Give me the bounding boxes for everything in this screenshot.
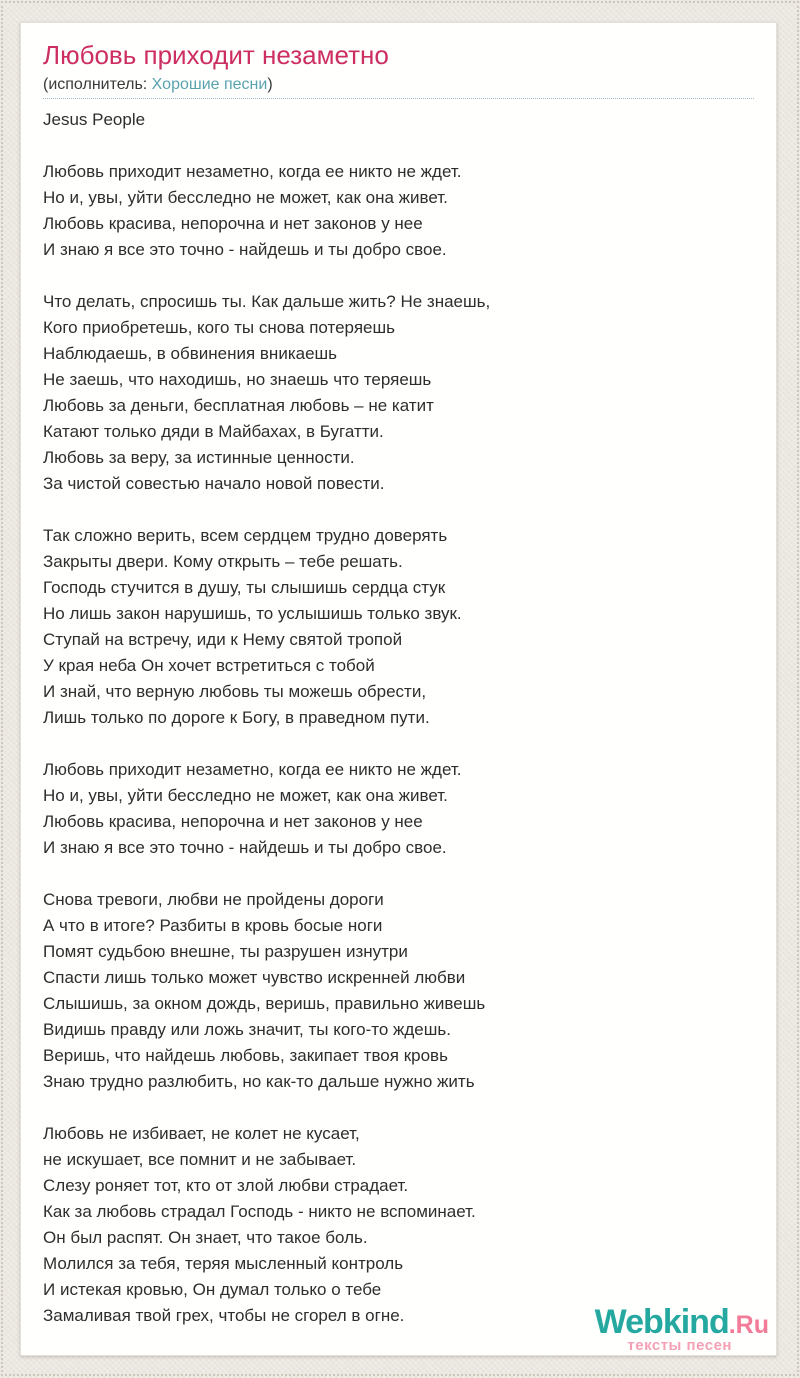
- lyric-line: Катают только дяди в Майбахах, в Бугатти.: [43, 422, 384, 441]
- lyric-line: Любовь за деньги, бесплатная любовь – не катит: [43, 396, 434, 415]
- lyric-line: А что в итоге? Разбиты в кровь босые ноги: [43, 916, 383, 935]
- stanza: [43, 523, 754, 731]
- lyric-line: Он был распят. Он знает, что такое боль.: [43, 1228, 368, 1247]
- stanza: [43, 887, 754, 1095]
- lyric-line: Но и, увы, уйти бесследно не может, как она живет.: [43, 188, 448, 207]
- lyric-line: У края неба Он хочет встретиться с тобой: [43, 656, 375, 675]
- lyric-line: Веришь, что найдешь любовь, закипает твоя кровь: [43, 1046, 448, 1065]
- stanza: [43, 107, 754, 133]
- lyric-line: Любовь красива, непорочна и нет законов у нее: [43, 812, 423, 831]
- lyric-line: Но лишь закон нарушишь, то услышишь только звук.: [43, 604, 462, 623]
- lyric-line: Знаю трудно разлюбить, но как-то дальше нужно жить: [43, 1072, 475, 1091]
- lyric-line: Любовь приходит незаметно, когда ее никто не ждет.: [43, 162, 462, 181]
- lyric-line: не искушает, все помнит и не забывает.: [43, 1150, 357, 1169]
- lyric-line: Но и, увы, уйти бесследно не может, как она живет.: [43, 786, 448, 805]
- lyric-line: Не заешь, что находишь, но знаешь что теряешь: [43, 370, 432, 389]
- artist-label-prefix: (исполнитель:: [43, 76, 152, 93]
- lyric-line: Молился за тебя, теряя мысленный контроль: [43, 1254, 404, 1273]
- webkind-logo-main: Webkind: [594, 1303, 729, 1341]
- stanza: [43, 1121, 754, 1329]
- lyric-line: Снова тревоги, любви не пройдены дороги: [43, 890, 384, 909]
- lyric-line: За чистой совестью начало новой повести.: [43, 474, 385, 493]
- lyric-line: И знай, что верную любовь ты можешь обрести,: [43, 682, 427, 701]
- webkind-logo-tagline: тексты песен: [627, 1337, 732, 1354]
- artist-label-suffix: ): [267, 76, 273, 93]
- lyric-line: Господь стучится в душу, ты слышишь сердца стук: [43, 578, 446, 597]
- artist-line: [43, 75, 754, 99]
- lyrics-card: [20, 22, 777, 1356]
- lyric-line: Видишь правду или ложь значит, ты кого-то ждешь.: [43, 1020, 451, 1039]
- lyric-line: Слезу роняет тот, кто от злой любви страдает.: [43, 1176, 409, 1195]
- lyric-line: Закрыты двери. Кому открыть – тебе решать.: [43, 552, 403, 571]
- lyric-line: Слышишь, за окном дождь, веришь, правильно живешь: [43, 994, 486, 1013]
- lyric-line: Любовь за веру, за истинные ценности.: [43, 448, 355, 467]
- lyric-line: Спасти лишь только может чувство искренней любви: [43, 968, 466, 987]
- lyric-line: И знаю я все это точно - найдешь и ты добро свое.: [43, 838, 447, 857]
- lyric-line: Наблюдаешь, в обвинения вникаешь: [43, 344, 338, 363]
- stanza: [43, 289, 754, 497]
- lyric-line: Замаливая твой грех, чтобы не сгорел в огне.: [43, 1306, 405, 1325]
- lyric-line: Любовь не избивает, не колет не кусает,: [43, 1124, 360, 1143]
- lyric-line: И истекая кровью, Он думал только о тебе: [43, 1280, 382, 1299]
- lyric-line: Ступай на встречу, иди к Нему святой тропой: [43, 630, 403, 649]
- artist-link[interactable]: Хорошие песни: [151, 76, 268, 93]
- lyric-line: Как за любовь страдал Господь - никто не вспоминает.: [43, 1202, 476, 1221]
- webkind-logo[interactable]: [595, 1305, 769, 1353]
- stanza: [43, 159, 754, 263]
- lyric-line: И знаю я все это точно - найдешь и ты добро свое.: [43, 240, 447, 259]
- page-title: Любовь приходит незаметно: [43, 40, 389, 70]
- lyric-line: Любовь приходит незаметно, когда ее никто не ждет.: [43, 760, 462, 779]
- webkind-logo-tld: .Ru: [728, 1311, 769, 1339]
- lyric-line: Лишь только по дороге к Богу, в праведном пути.: [43, 708, 430, 727]
- lyric-line: Так сложно верить, всем сердцем трудно доверять: [43, 526, 448, 545]
- lyric-line: Любовь красива, непорочна и нет законов у нее: [43, 214, 423, 233]
- lyric-line: Кого приобретешь, кого ты снова потеряешь: [43, 318, 395, 337]
- lyric-line: Что делать, спросишь ты. Как дальше жить? Не знаешь,: [43, 292, 491, 311]
- lyrics: [43, 107, 754, 1329]
- lyric-line: Помят судьбою внешне, ты разрушен изнутри: [43, 942, 408, 961]
- lyric-line: Jesus People: [43, 110, 146, 129]
- stanza: [43, 757, 754, 861]
